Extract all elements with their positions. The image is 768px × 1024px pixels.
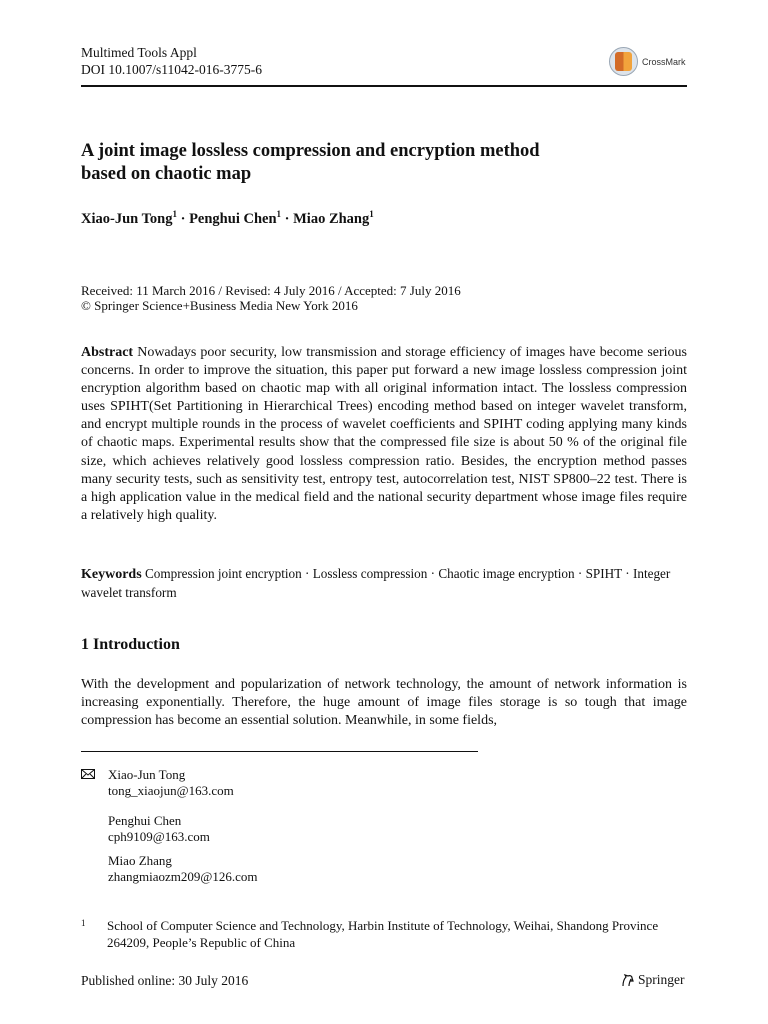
affiliation-number: 1 [81,918,86,928]
contact-entry [108,813,210,845]
springer-horse-icon [620,973,635,988]
author-affiliation-mark: 1 [276,209,282,219]
crossmark-badge[interactable] [609,47,686,76]
publisher-name: Springer [638,972,685,987]
contact-name: Miao Zhang [108,853,172,868]
contact-name: Xiao-Jun Tong [108,767,186,782]
affiliation-text: School of Computer Science and Technology, Harbin Institute of Technology, Weihai, Shandong Province 264209, People’s Republic of China [107,918,659,950]
history-dates: Received: 11 March 2016 / Revised: 4 July 2016 / Accepted: 7 July 2016 [81,283,461,298]
keywords-text: Compression joint encryption · Lossless compression · Chaotic image encryption · SPIHT · Integer wavelet transform [81,566,671,600]
author-name[interactable]: Miao Zhang [293,210,370,227]
publisher-logo [620,972,685,988]
keywords-label: Keywords [81,567,142,582]
paper-title: A joint image lossless compression and encryption method based on chaotic map [81,141,540,184]
journal-name: Multimed Tools Appl [81,45,197,60]
contact-email[interactable]: tong_xiaojun@163.com [108,783,234,798]
copyright: © Springer Science+Business Media New York 2016 [81,298,358,313]
doi[interactable]: DOI 10.1007/s11042-016-3775-6 [81,62,262,77]
crossmark-icon [609,47,638,76]
contact-name: Penghui Chen [108,813,182,828]
envelope-icon [81,769,95,779]
author-name[interactable]: Xiao-Jun Tong [81,210,173,227]
crossmark-label: CrossMark [642,56,686,67]
contact-email[interactable]: cph9109@163.com [108,829,210,844]
journal-header [81,44,262,78]
introduction-text: With the development and popularization of network technology, the amount of network information is increasing exponentially. Therefore, the huge amount of image files storage is so tough that image compression has become an essential solution. Meanwhile, in some fields, [81,677,687,729]
author-separator: · [284,210,290,227]
contact-entry [108,767,234,799]
keywords [81,565,687,602]
footnote-rule [81,751,478,752]
publication-history [81,283,461,313]
published-date: Published online: 30 July 2016 [81,973,249,988]
author-name[interactable]: Penghui Chen [189,210,277,227]
contact-entry [108,853,258,885]
abstract-text: Nowadays poor security, low transmission and storage efficiency of images have become serious concerns. In order to improve the situation, this paper put forward a new image lossless compression joint encryption algorithm based on chaotic map with all original information intact. The lossless compression uses SPIHT(Set Partitioning in Hierarchical Trees) encoding method based on integer wavelet transform, and encrypt multiple rounds in the process of wavelet coefficients and SPIHT coding applying many kinds of chaotic maps. Experimental results show that the compressed file size is about 50 % of the original file size, which achieves relatively good lossless compression ratio. Besides, the encryption method passes many security tests, such as sensitivity test, entropy test, autocorrelation test, NIST SP800–22 test. There is a high application value in the medical field and the national security department whose image files require a relatively high quality. [81,345,688,523]
contact-email[interactable]: zhangmiaozm209@126.com [108,869,258,884]
abstract-label: Abstract [81,345,134,360]
author-separator: · [180,210,186,227]
header-rule [81,85,687,87]
author-affiliation-mark: 1 [172,209,177,219]
author-list [81,209,374,228]
abstract [81,344,687,525]
author-affiliation-mark: 1 [369,209,374,219]
section-heading: 1 Introduction [81,636,180,653]
